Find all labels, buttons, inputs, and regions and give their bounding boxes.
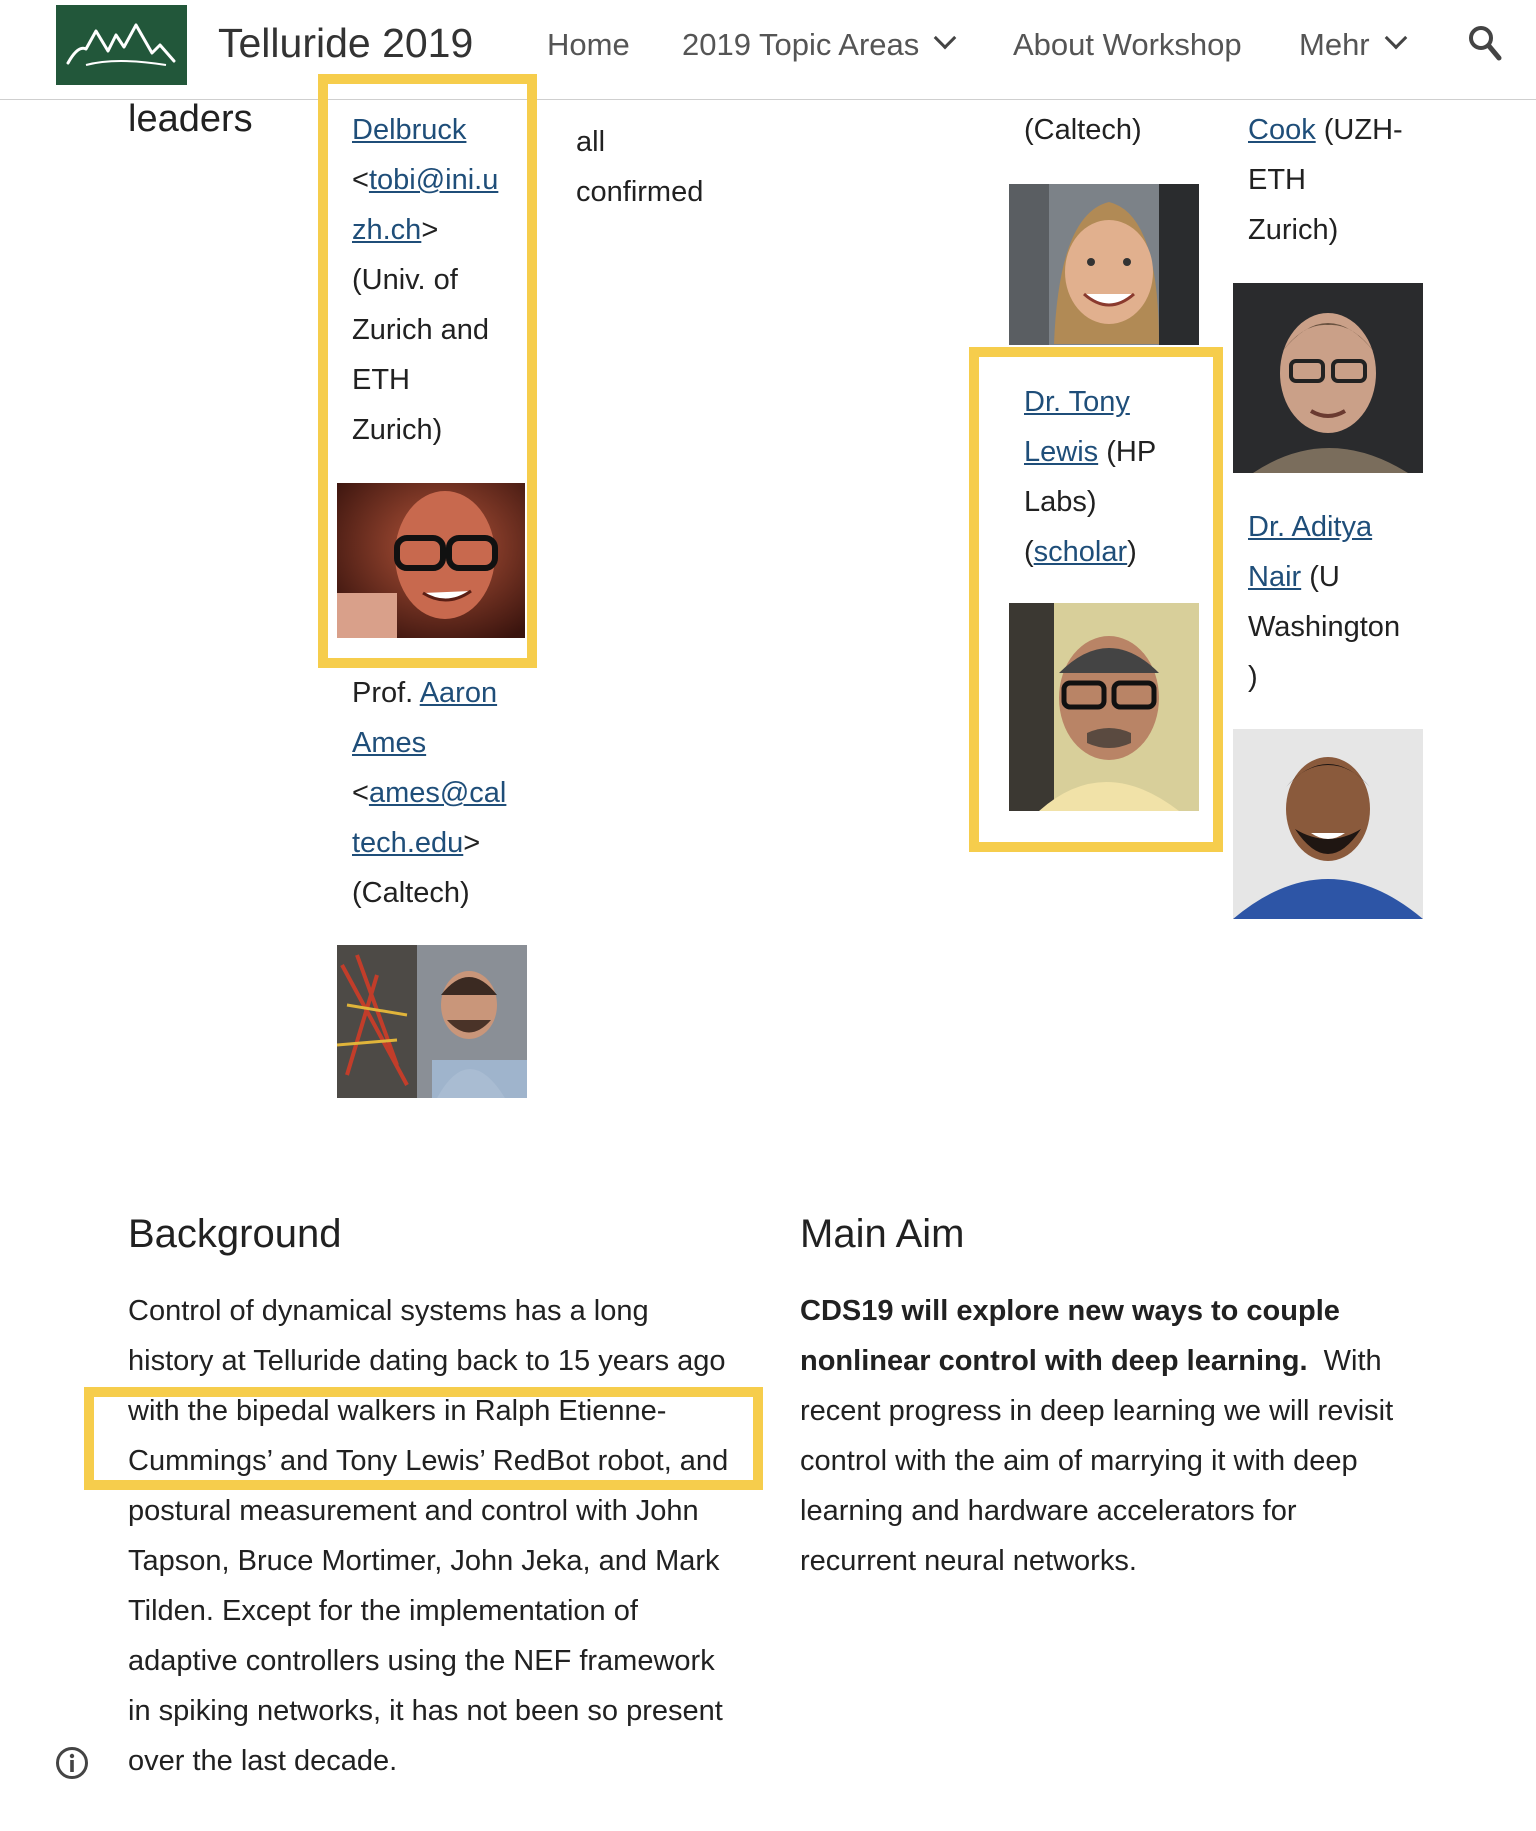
chevron-down-icon [934, 27, 957, 50]
nair-link[interactable]: Dr. Aditya [1248, 511, 1373, 543]
main-aim-paragraph [800, 1286, 1420, 1586]
paragraph-line: Cummings’ and Tony Lewis’ RedBot robot, and [128, 1445, 729, 1477]
highlight-box [84, 1387, 763, 1490]
status-line: confirmed [576, 176, 704, 208]
paragraph-line: over the last decade. [128, 1745, 398, 1777]
paragraph-line: in spiking networks, it has not been so present [128, 1695, 723, 1727]
paren: ) [1127, 536, 1137, 568]
paragraph-text: With [1307, 1345, 1382, 1377]
affiliation-line: Zurich) [1248, 214, 1339, 246]
affiliation-line: (UZH- [1315, 114, 1403, 146]
status-confirmed [576, 117, 703, 217]
delbruck-email-link[interactable]: tobi@ini.u [368, 164, 499, 196]
affiliation-line: ETH [352, 364, 410, 396]
bold-statement: nonlinear control with deep learning. [800, 1345, 1308, 1377]
paragraph-line: postural measurement and control with John [128, 1495, 699, 1527]
affiliation-line: (U [1301, 561, 1340, 593]
delbruck-link[interactable]: Delbruck [352, 114, 467, 146]
paragraph-line: Control of dynamical systems has a long [128, 1295, 649, 1327]
nav-about-workshop[interactable]: About Workshop [1013, 27, 1242, 62]
top-nav-bar [0, 0, 1536, 100]
scholar-link[interactable]: scholar [1033, 536, 1128, 568]
caltech-leader-photo [1009, 184, 1199, 345]
bold-statement: CDS19 will explore new ways to couple [800, 1295, 1340, 1327]
site-logo[interactable] [56, 5, 187, 85]
ames-email-link[interactable]: ames@cal [368, 777, 507, 809]
lt-bracket: < [352, 777, 369, 809]
paragraph-line: history at Telluride dating back to 15 years ago [128, 1345, 726, 1377]
affiliation-line: Labs) [1024, 486, 1097, 518]
leaders-label: leaders [128, 98, 253, 140]
title-prefix: Prof. [352, 677, 420, 709]
lt-bracket: < [352, 164, 369, 196]
nav-topic-areas[interactable]: 2019 Topic Areas [682, 27, 953, 63]
paragraph-line: recent progress in deep learning we will revisit [800, 1395, 1394, 1427]
ames-photo [337, 945, 527, 1098]
paragraph-line: control with the aim of marrying it with deep [800, 1445, 1358, 1477]
cook-photo [1233, 283, 1423, 473]
paragraph-line: with the bipedal walkers in Ralph Etienne- [128, 1395, 667, 1427]
lewis-link-cont[interactable]: Lewis [1024, 436, 1099, 468]
nair-photo [1233, 729, 1423, 919]
paragraph-line: adaptive controllers using the NEF framework [128, 1645, 715, 1677]
caltech-affiliation: (Caltech) [1024, 114, 1142, 146]
lewis-link[interactable]: Dr. Tony [1024, 386, 1130, 418]
chevron-down-icon [1384, 27, 1407, 50]
affiliation-line: Zurich) [352, 414, 443, 446]
paragraph-line: Tilden. Except for the implementation of [128, 1595, 638, 1627]
background-paragraph [128, 1286, 748, 1786]
nair-link-cont[interactable]: Nair [1248, 561, 1302, 593]
highlight-box [969, 347, 1223, 852]
affiliation-line: Zurich and [352, 314, 490, 346]
site-title[interactable]: Telluride 2019 [218, 20, 474, 66]
leader-nair [1248, 502, 1423, 702]
gt-bracket: > [463, 827, 481, 859]
leader-ames [352, 668, 542, 918]
paragraph-line: recurrent neural networks. [800, 1545, 1137, 1577]
nav-more[interactable]: Mehr [1299, 27, 1404, 63]
search-icon[interactable] [1468, 24, 1502, 64]
ames-link-cont[interactable]: Ames [352, 727, 427, 759]
status-line: all [576, 126, 606, 158]
affiliation-line: (Caltech) [352, 877, 470, 909]
affiliation-line: (Univ. of [352, 264, 458, 296]
ames-email-link-cont[interactable]: tech.edu [352, 827, 464, 859]
main-aim-heading: Main Aim [800, 1212, 965, 1256]
affiliation-line: ETH [1248, 164, 1306, 196]
affiliation-line: ) [1248, 661, 1258, 693]
nav-home[interactable]: Home [547, 27, 630, 62]
affiliation-line: (HP [1098, 436, 1157, 468]
affiliation-line: Washington [1248, 611, 1401, 643]
cook-link[interactable]: Cook [1248, 114, 1316, 146]
mountain-logo-icon [56, 5, 187, 85]
paragraph-line: learning and hardware accelerators for [800, 1495, 1297, 1527]
info-icon[interactable] [55, 1746, 89, 1780]
highlight-box [318, 74, 537, 668]
paren: ( [1024, 536, 1034, 568]
ames-link[interactable]: Aaron [419, 677, 498, 709]
paragraph-line: Tapson, Bruce Mortimer, John Jeka, and Mark [128, 1545, 720, 1577]
leader-cook [1248, 105, 1423, 255]
delbruck-email-link-cont[interactable]: zh.ch [352, 214, 422, 246]
gt-bracket: > [421, 214, 439, 246]
background-heading: Background [128, 1212, 342, 1256]
